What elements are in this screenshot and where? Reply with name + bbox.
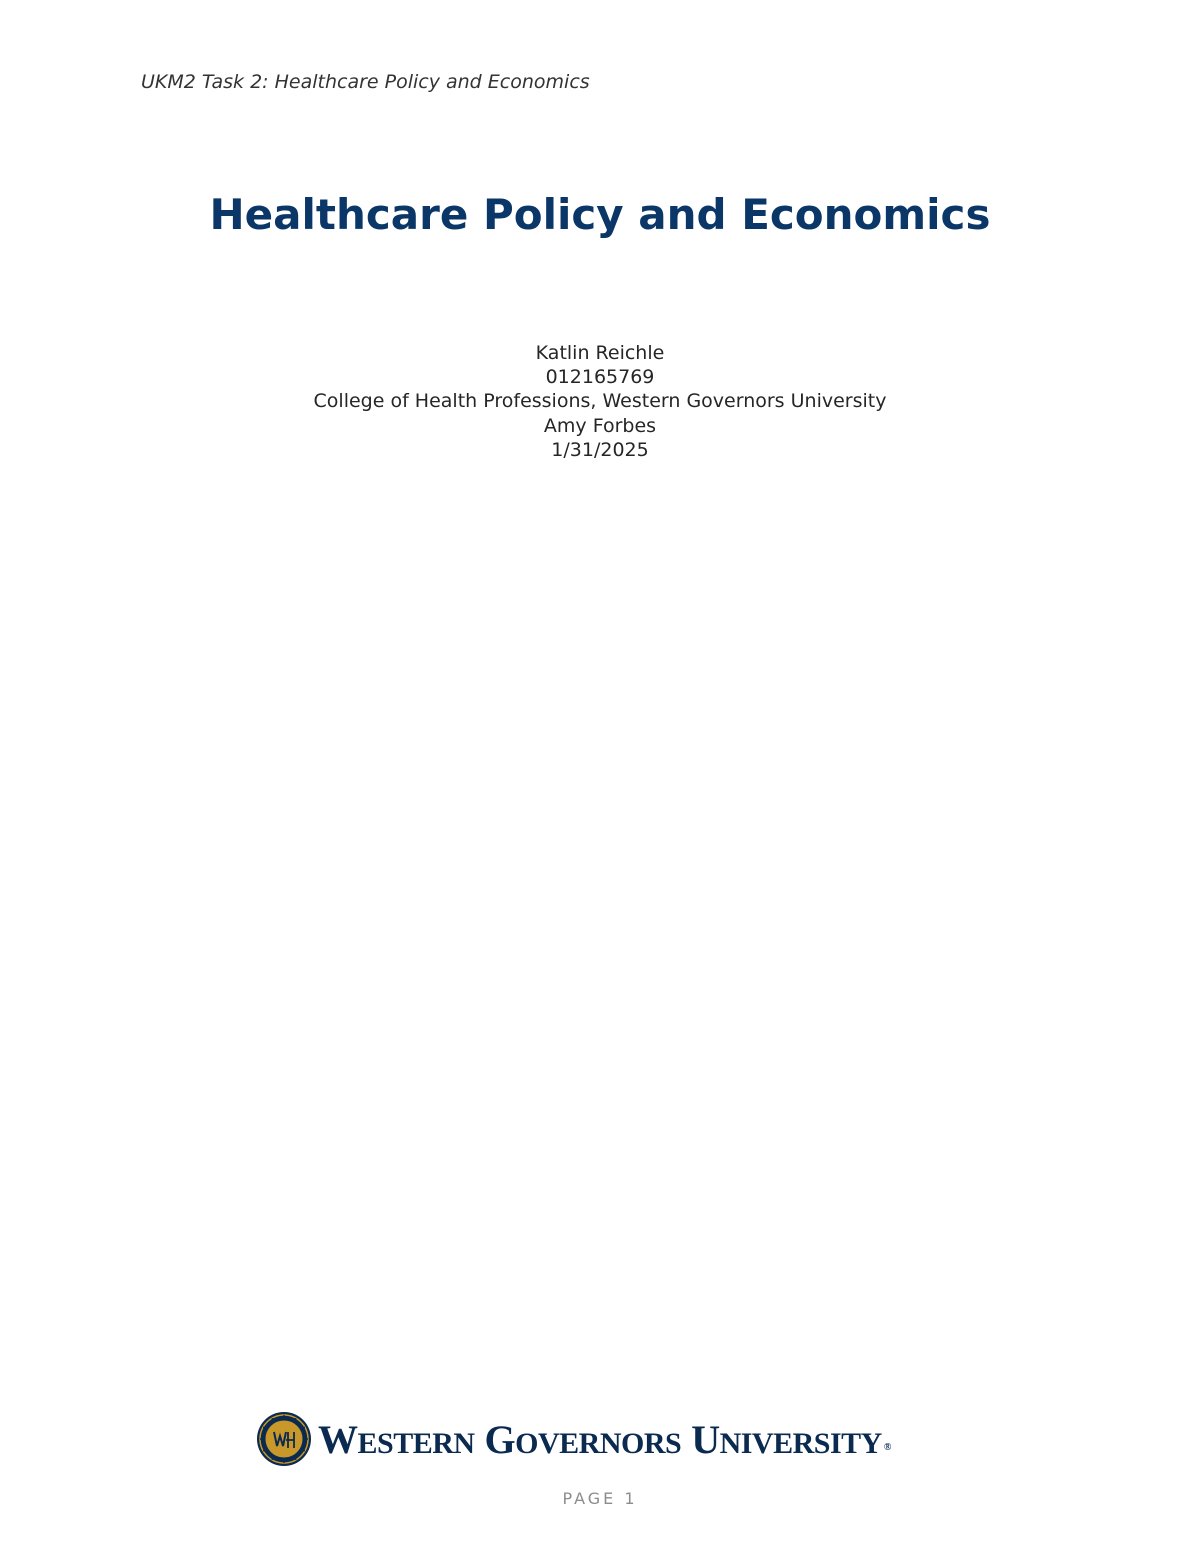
page-number: PAGE 1 xyxy=(562,1489,638,1508)
university-logo xyxy=(256,1411,891,1467)
submission-date: 1/31/2025 xyxy=(551,438,649,461)
university-wordmark: W ESTERN G OVERNORS U NIVERSITY ® xyxy=(318,1416,891,1462)
wgu-seal-icon xyxy=(256,1411,312,1467)
author-name: Katlin Reichle xyxy=(535,342,665,364)
author-info-block xyxy=(0,341,1200,462)
college-name: College of Health Professions, Western Governors University xyxy=(313,390,887,413)
instructor-name: Amy Forbes xyxy=(543,414,657,437)
document-title: Healthcare Policy and Economics xyxy=(209,190,991,239)
student-id: 012165769 xyxy=(545,366,655,389)
document-header: UKM2 Task 2: Healthcare Policy and Economics xyxy=(141,71,590,93)
